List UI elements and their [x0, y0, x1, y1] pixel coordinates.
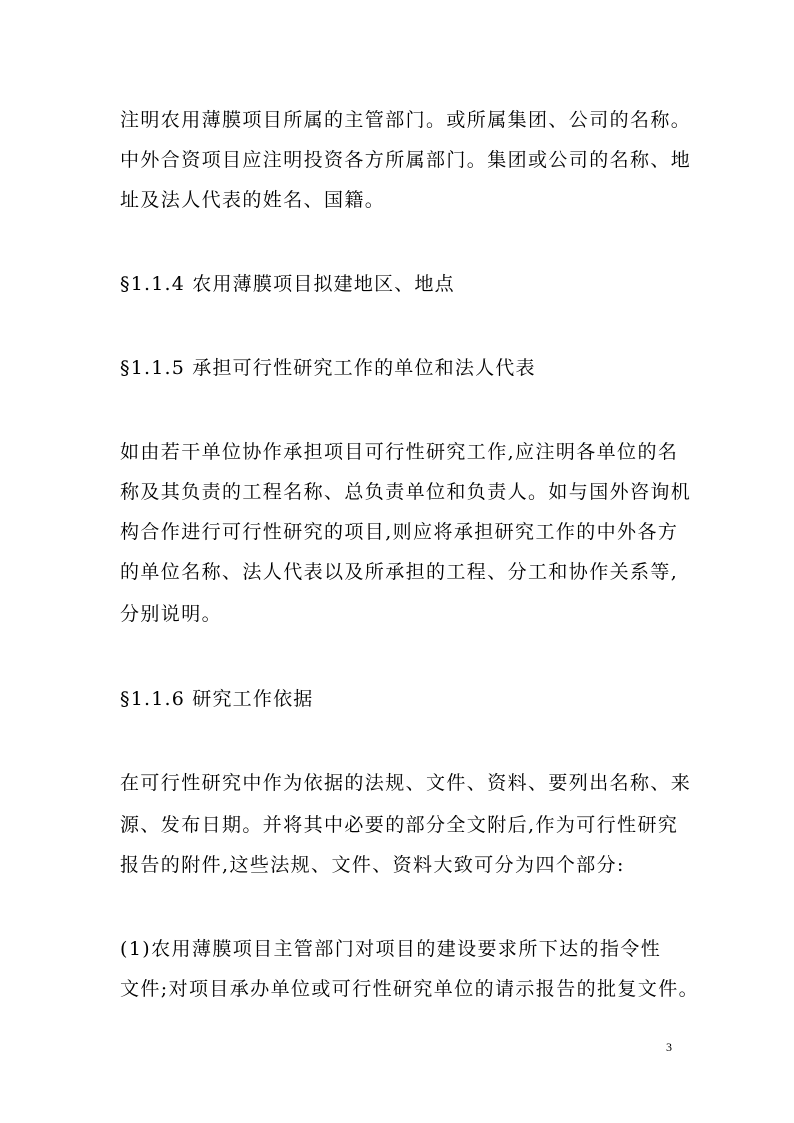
- list-item-line: 文件;对项目承办单位或可行性研究单位的请示报告的批复文件。: [120, 978, 700, 1000]
- paragraph-line: 在可行性研究中作为依据的法规、文件、资料、要列出名称、来: [120, 772, 692, 794]
- section-heading-1-1-4: §1.1.4 农用薄膜项目拟建地区、地点: [120, 273, 455, 295]
- paragraph-line: 址及法人代表的姓名、国籍。: [120, 189, 386, 211]
- section-heading-1-1-5: §1.1.5 承担可行性研究工作的单位和法人代表: [120, 357, 536, 379]
- list-item-line: (1)农用薄膜项目主管部门对项目的建设要求所下达的指令性: [120, 938, 662, 960]
- page-number: 3: [666, 1040, 672, 1054]
- paragraph-line: 注明农用薄膜项目所属的主管部门。或所属集团、公司的名称。: [120, 109, 692, 131]
- paragraph-line: 称及其负责的工程名称、总负责单位和负责人。如与国外咨询机: [120, 481, 692, 503]
- paragraph-line: 报告的附件,这些法规、文件、资料大致可分为四个部分:: [120, 854, 625, 876]
- paragraph-line: 的单位名称、法人代表以及所承担的工程、分工和协作关系等,: [120, 561, 679, 583]
- paragraph-line: 分别说明。: [120, 603, 223, 625]
- paragraph-line: 中外合资项目应注明投资各方所属部门。集团或公司的名称、地: [120, 149, 692, 171]
- paragraph-line: 源、发布日期。并将其中必要的部分全文附后,作为可行性研究: [120, 814, 679, 836]
- section-heading-1-1-6: §1.1.6 研究工作依据: [120, 688, 314, 710]
- paragraph-line: 构合作进行可行性研究的项目,则应将承担研究工作的中外各方: [120, 521, 679, 543]
- paragraph-line: 如由若干单位协作承担项目可行性研究工作,应注明各单位的名: [120, 441, 679, 463]
